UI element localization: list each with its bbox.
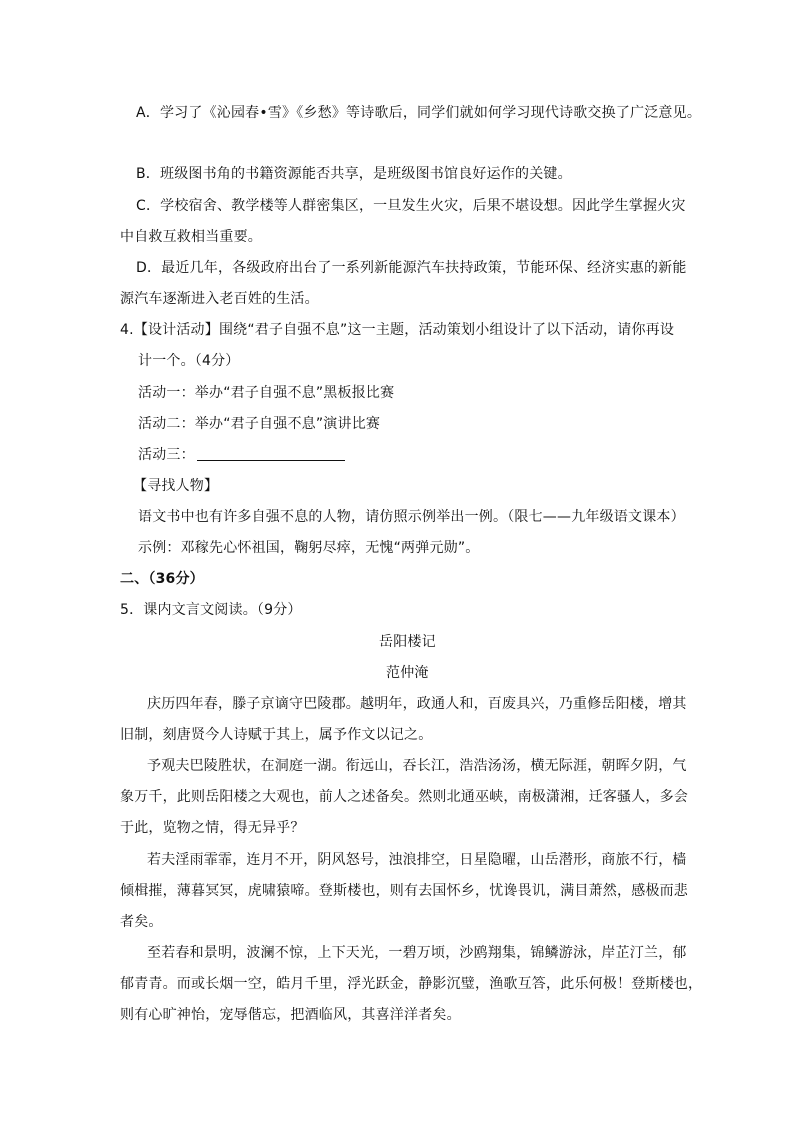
passage-p4-line-2: 郁青青。而或长烟一空，皓月千里，浮光跃金，静影沉璧，渔歌互答，此乐何极！登斯楼也，	[120, 976, 703, 992]
passage-p4-line-1: 至若春和景明，波澜不惊，上下天光，一碧万顷，沙鸥翔集，锦鳞游泳，岸芷汀兰，郁	[147, 945, 687, 961]
q3-option-d-line-1: D．最近几年，各级政府出台了一系列新能源汽车扶持政策，节能环保、经济实惠的新能	[136, 260, 687, 276]
q4-activity-1: 活动一：举办“君子自强不息”黑板报比赛	[138, 385, 395, 401]
q3-option-c-line-1: C．学校宿舍、教学楼等人群密集区，一旦发生火灾，后果不堪设想。因此学生掌握火灾	[136, 198, 686, 214]
section-2-heading: 二、（36分）	[120, 571, 204, 587]
passage-p3-line-3: 者矣。	[120, 914, 163, 930]
q4-activity-3-label: 活动三：	[138, 447, 195, 463]
passage-author: 范仲淹	[386, 665, 429, 681]
q4-activity-3	[138, 445, 345, 465]
q4-example: 示例：邓稼先心怀祖国，鞠躬尽瘁，无愧“两弹元勋”。	[138, 540, 480, 556]
q4-prompt-line-2: 计一个。（4分）	[138, 353, 240, 369]
q4-activity-2: 活动二：举办“君子自强不息”演讲比赛	[138, 416, 381, 432]
q3-option-d-line-2: 源汽车逐渐进入老百姓的生活。	[120, 291, 319, 307]
passage-p3-line-1: 若夫淫雨霏霏，连月不开，阴风怒号，浊浪排空，日星隐曜，山岳潜形，商旅不行，樯	[147, 852, 687, 868]
passage-p2-line-3: 于此，览物之情，得无异乎？	[120, 820, 305, 836]
q4-prompt-line-1: 4.【设计活动】围绕“君子自强不息”这一主题，活动策划小组设计了以下活动，请你再设	[120, 322, 675, 338]
q4-find-title: 【寻找人物】	[133, 478, 219, 494]
passage-p4-line-3: 则有心旷神怡，宠辱偕忘，把酒临风，其喜洋洋者矣。	[120, 1007, 461, 1023]
passage-p2-line-1: 予观夫巴陵胜状，在洞庭一湖。衔远山，吞长江，浩浩汤汤，横无际涯，朝晖夕阴，气	[147, 758, 687, 774]
q4-find-desc: 语文书中也有许多自强不息的人物，请仿照示例举出一例。（限七——九年级语文课本）	[138, 509, 685, 525]
q3-option-a: A．学习了《沁园春•雪》《乡愁》等诗歌后，同学们就如何学习现代诗歌交换了广泛意见。	[136, 105, 702, 121]
passage-title: 岳阳楼记	[379, 634, 436, 650]
q3-option-b: B．班级图书角的书籍资源能否共享，是班级图书馆良好运作的关键。	[136, 166, 572, 182]
q3-option-c-line-2: 中自救互救相当重要。	[120, 229, 262, 245]
q4-answer-blank[interactable]	[197, 446, 345, 461]
q5-prompt: 5．课内文言文阅读。（9分）	[120, 602, 302, 618]
passage-p2-line-2: 象万千，此则岳阳楼之大观也，前人之述备矣。然则北通巫峡，南极潇湘，迁客骚人，多会	[120, 789, 688, 805]
passage-p1-line-1: 庆历四年春，滕子京谪守巴陵郡。越明年，政通人和，百废具兴，乃重修岳阳楼，增其	[147, 696, 687, 712]
passage-p1-line-2: 旧制，刻唐贤今人诗赋于其上，属予作文以记之。	[120, 727, 433, 743]
passage-p3-line-2: 倾楫摧，薄暮冥冥，虎啸猿啼。登斯楼也，则有去国怀乡，忧谗畏讥，满目萧然，感极而悲	[120, 883, 688, 899]
